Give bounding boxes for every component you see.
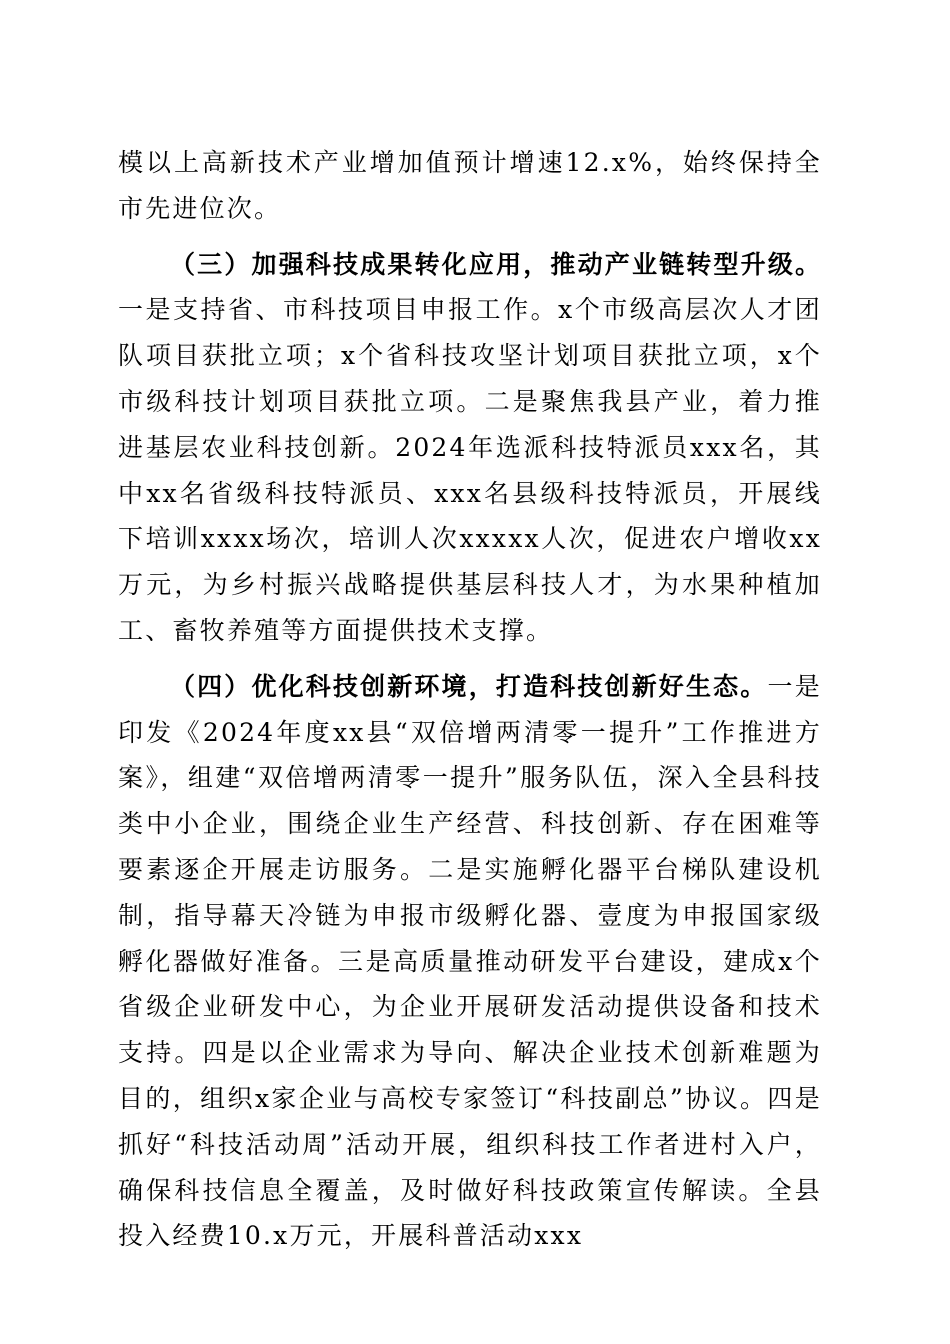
section-4-heading: （四）优化科技创新环境，打造科技创新好生态。	[170, 671, 768, 701]
paragraph-section-3	[118, 242, 822, 654]
paragraph-continuation: 模以上高新技术产业增加值预计增速12.x%，始终保持全市先进位次。	[118, 148, 822, 223]
section-3-heading: （三）加强科技成果转化应用，推动产业链转型升级。	[170, 249, 822, 279]
paragraph-section-4	[118, 664, 822, 1259]
section-3-body: 一是支持省、市科技项目申报工作。x个市级高层次人才团队项目获批立项；x个省科技攻坚计划项目获批立项，x个市级科技计划项目获批立项。二是聚焦我县产业，着力推进基层农业科技创新。2024年选派科技特派员xxx名，其中xx名省级科技特派员、xxx名县级科技特派员，开展线下培训xxxx场次，培训人次xxxxx人次，促进农户增收xx万元，为乡村振兴战略提供基层科技人才，为水果种植加工、畜牧养殖等方面提供技术支撑。	[118, 295, 822, 645]
section-4-body: 一是印发《2024年度xx县“双倍增两清零一提升”工作推进方案》，组建“双倍增两清零一提升”服务队伍，深入全县科技类中小企业，围绕企业生产经营、科技创新、存在困难等要素逐企开展走访服务。二是实施孵化器平台梯队建设机制，指导幕天冷链为申报市级孵化器、壹度为申报国家级孵化器做好准备。三是高质量推动研发平台建设，建成x个省级企业研发中心，为企业开展研发活动提供设备和技术支持。四是以企业需求为导向、解决企业技术创新难题为目的，组织x家企业与高校专家签订“科技副总”协议。四是抓好“科技活动周”活动开展，组织科技工作者进村入户，确保科技信息全覆盖，及时做好科技政策宣传解读。全县投入经费10.x万元，开展科普活动xxx	[118, 671, 822, 1251]
